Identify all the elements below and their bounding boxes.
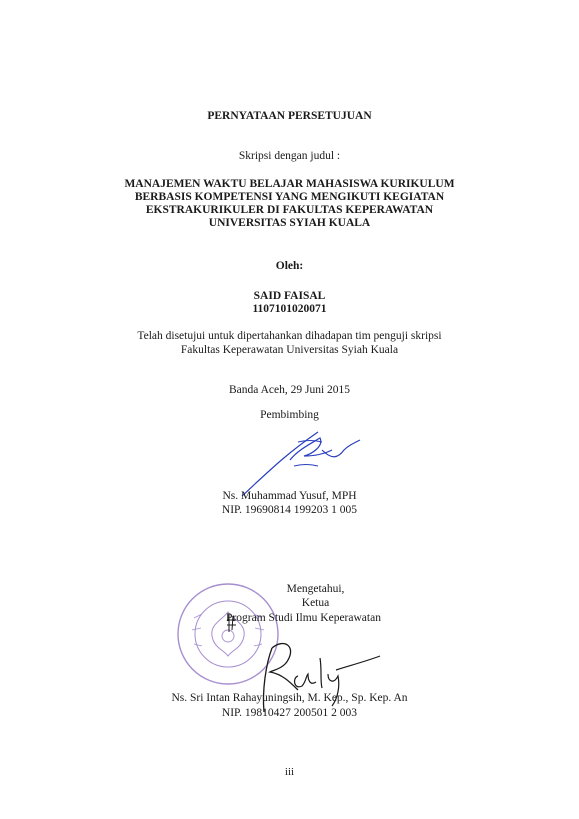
subtitle: Skripsi dengan judul : — [238, 150, 341, 162]
author-id: 1107101020071 — [252, 303, 327, 315]
place-date: Banda Aceh, 29 Juni 2015 — [228, 384, 351, 396]
approval-line: Fakultas Keperawatan Universitas Syiah Kuala — [180, 344, 399, 356]
supervisor-role: Pembimbing — [260, 409, 319, 421]
chair-nip: NIP. 19810427 200501 2 003 — [221, 707, 358, 719]
chair-label: Ketua — [301, 597, 330, 609]
document-title: PERNYATAAN PERSETUJUAN — [207, 110, 372, 122]
chair-name: Ns. Sri Intan Rahayuningsih, M. Kep., Sp. Kep. An — [171, 692, 408, 704]
thesis-title-line: BERBASIS KOMPETENSI YANG MENGIKUTI KEGIATAN — [134, 191, 445, 203]
supervisor-nip: NIP. 19690814 199203 1 005 — [221, 504, 358, 516]
supervisor-name: Ns. Muhammad Yusuf, MPH — [222, 490, 357, 502]
approval-line: Telah disetujui untuk dipertahankan dihadapan tim penguji skripsi — [137, 330, 442, 342]
thesis-title-line: MANAJEMEN WAKTU BELAJAR MAHASISWA KURIKULUM — [124, 178, 455, 190]
by-label: Oleh: — [275, 260, 304, 272]
program-name: Program Studi Ilmu Keperawatan — [226, 612, 381, 624]
acknowledged-label: Mengetahui, — [286, 583, 345, 595]
initial-mark — [226, 612, 238, 634]
thesis-title-line: UNIVERSITAS SYIAH KUALA — [208, 217, 371, 229]
author-name: SAID FAISAL — [253, 290, 326, 302]
thesis-title-line: EKSTRAKURIKULER DI FAKULTAS KEPERAWATAN — [145, 204, 434, 216]
supervisor-signature — [228, 420, 368, 500]
page-number: iii — [284, 766, 295, 778]
